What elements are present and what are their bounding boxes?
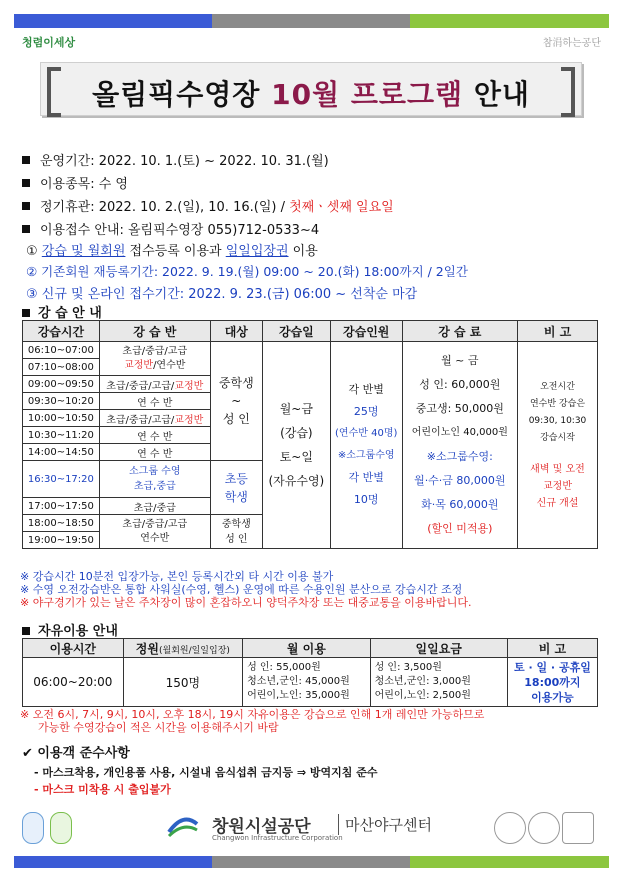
organization-name-en: Changwon Infrastructure Corporation: [212, 834, 343, 842]
lesson-class: 초급/중급: [99, 498, 210, 515]
lesson-days: 월~금 (강습) 토~일 (자유수영): [262, 342, 330, 549]
note-2: ※ 수영 오전강습반은 통합 사워실(수영, 헬스) 운영에 따른 수용인원 분산으로 강습시간 조정: [20, 583, 463, 596]
col-header: 강 습 료: [402, 321, 517, 342]
corporation-emblem-icon: [165, 812, 201, 842]
free-daily-fee: 성 인: 3,500원 청소년,군인: 3,000원 어린이,노인: 2,500원: [370, 658, 507, 707]
col-header: 월 이용: [243, 639, 371, 658]
facility-name: 마산야구센터: [338, 814, 432, 835]
lesson-target: 중학생 성 인: [210, 515, 262, 549]
col-header: 비 고: [507, 639, 597, 658]
lesson-class: 연 수 반: [99, 427, 210, 444]
bottom-color-bar: [14, 856, 609, 868]
rule-2: - 마스크 미착용 시 출입불가: [34, 783, 171, 796]
lesson-fee: 월 ~ 금 성 인: 60,000원 중고생: 50,000원 어린이노인 40,000원 ※소그룹수영: 월·수·금 80,000원 화·목 60,000원 (할인 미적용): [402, 342, 517, 549]
info-note-3: ③ 신규 및 온라인 접수기간: 2022. 9. 23.(금) 06:00 ~ 선착순 마감: [26, 287, 418, 302]
lesson-class: 연 수 반: [99, 444, 210, 461]
lesson-time: 14:00~14:50: [23, 444, 100, 461]
mascot-icon: [50, 812, 72, 844]
lessons-table: [22, 320, 598, 549]
free-remark-1: ※ 오전 6시, 7시, 9시, 10시, 오후 18시, 19시 자유이용은 강습으로 인해 1개 레인만 가능하므로: [20, 708, 485, 721]
free-note: 토 · 일 · 공휴일 18:00까지 이용가능: [507, 658, 597, 707]
col-header: 강습시간: [23, 321, 100, 342]
col-header: 강습인원: [330, 321, 402, 342]
info-note-2: ② 기존회원 재등록기간: 2022. 9. 19.(월) 09:00 ~ 20.(화) 18:00까지 / 2일간: [26, 264, 468, 279]
free-time: 06:00~20:00: [23, 658, 124, 707]
lesson-time: 16:30~17:20: [23, 461, 100, 498]
lesson-time: 10:30~11:20: [23, 427, 100, 444]
free-month-fee: 성 인: 55,000원 청소년,군인: 45,000원 어린이,노인: 35,000원: [243, 658, 371, 707]
info-sport: 이용종목: 수 영: [22, 173, 128, 192]
page-title: 올림픽수영장 10월 프로그램 안내: [92, 78, 530, 111]
mascot-icon: [22, 812, 44, 844]
title-box: [40, 62, 582, 116]
lesson-remark: 오전시간 연수반 강습은 09:30, 10:30 강습시작 새벽 및 오전 교정반 신규 개설: [518, 342, 598, 549]
integrity-logo: 청렴이세상: [22, 36, 76, 49]
col-header: 강 습 반: [99, 321, 210, 342]
top-color-bar: [14, 14, 609, 28]
corporation-slogan: 참涓하는공단: [542, 38, 601, 49]
col-header: 대상: [210, 321, 262, 342]
free-use-table: [22, 638, 598, 707]
free-capacity: 150명: [123, 658, 242, 707]
col-header: 정원(월회원/일일입장): [123, 639, 242, 658]
lesson-target: 중학생 ~ 성 인: [210, 342, 262, 461]
organization-name: 창원시설공단: [212, 817, 311, 837]
info-period: 운영기간: 2022. 10. 1.(토) ~ 2022. 10. 31.(월): [22, 150, 329, 169]
note-1: ※ 강습시간 10분전 입장가능, 본인 등록시간외 타 시간 이용 불가: [20, 570, 334, 583]
col-header: 강습일: [262, 321, 330, 342]
free-use-heading: 자유이용 안내: [22, 620, 118, 639]
info-closed: 정기휴관: 2022. 10. 2.(일), 10. 16.(일) / 첫째ㆍ셋째 일요일: [22, 196, 394, 215]
lesson-class: 초급/중급/고급/교정반: [99, 410, 210, 427]
col-header: 일일요금: [370, 639, 507, 658]
lesson-class: 소그룹 수영 초급,중급: [99, 461, 210, 498]
col-header: 이용시간: [23, 639, 124, 658]
lesson-time: 18:00~18:50: [23, 515, 100, 532]
lesson-class: 초급/중급/고급 연수반: [99, 515, 210, 549]
lessons-heading: 강 습 안 내: [22, 302, 102, 321]
col-header: 비 고: [518, 321, 598, 342]
rule-1: - 마스크착용, 개인용품 사용, 시설내 음식섭취 금지등 ⇒ 방역지침 준수: [34, 766, 378, 779]
lesson-time: 10:00~10:50: [23, 410, 100, 427]
lesson-target: 초등 학생: [210, 461, 262, 515]
lesson-time: 09:00~09:50: [23, 376, 100, 393]
flag-icon: [562, 812, 594, 844]
lesson-time: 07:10~08:00: [23, 359, 100, 376]
lesson-capacity: 각 반별 25명 (연수반 40명) ※소그룹수영 각 반별 10명: [330, 342, 402, 549]
lesson-time: 06:10~07:00: [23, 342, 100, 359]
rules-heading: ✔ 이용객 준수사항: [22, 746, 130, 761]
quality-cert-icon: [528, 812, 560, 844]
lesson-class: 초급/중급/고급 교정반/연수반: [99, 342, 210, 376]
lesson-time: 17:00~17:50: [23, 498, 100, 515]
lesson-class: 연 수 반: [99, 393, 210, 410]
lesson-class: 초급/중급/고급/교정반: [99, 376, 210, 393]
note-3: ※ 야구경기가 있는 날은 주차장이 많이 혼잡하오니 양덕주차장 또는 대중교통을 이용바랍니다.: [20, 596, 472, 609]
info-contact: 이용접수 안내: 올림픽수영장 055)712-0533~4: [22, 219, 319, 238]
lesson-time: 09:30~10:20: [23, 393, 100, 410]
consumer-cert-icon: [494, 812, 526, 844]
free-remark-2: 가능한 수영강습이 적은 시간을 이용해주시기 바람: [38, 721, 279, 734]
info-note-1: ① 강습 및 월회원 접수등록 이용과 일일입장권 이용: [26, 244, 318, 259]
lesson-time: 19:00~19:50: [23, 532, 100, 549]
